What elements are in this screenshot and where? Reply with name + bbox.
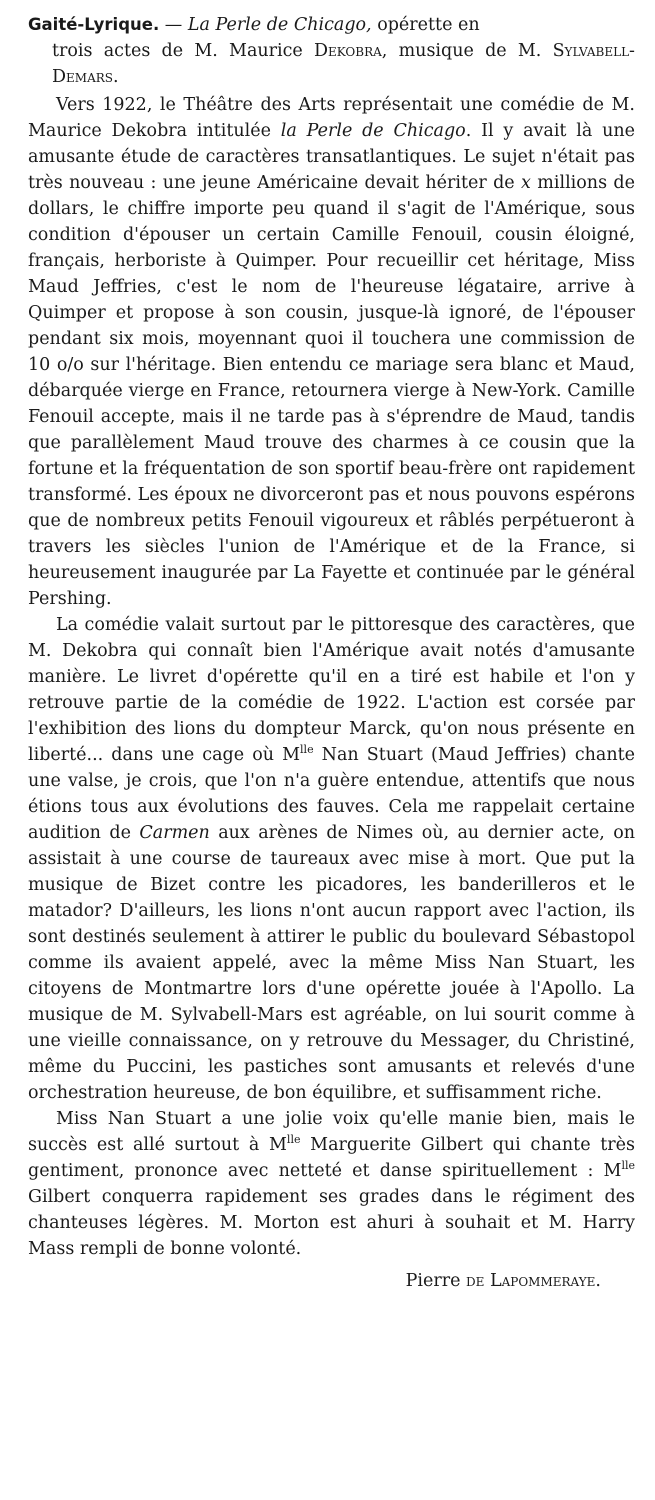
author-name: Dekobra — [314, 41, 382, 61]
signature-particle: de — [460, 1271, 490, 1291]
heading-line3-end: . — [113, 67, 119, 87]
p1-text-2: . Il y avait là une amusante étude de caractères transatlantiques. Le sujet n'était pas très nouveau : une jeune Américaine devait hériter de — [28, 121, 635, 193]
composer-name: Sylvabell-Demars — [52, 41, 635, 87]
signature — [28, 1268, 635, 1294]
heading-line3-prefix: M. — [517, 41, 542, 61]
p2-text-2: Nan Stuart (Maud Jeffries) chante une valse, je crois, que l'on n'a guère entendue, attentifs que nous étions tous aux évolutions des fauves. Cela me rappelait certaine audition de — [28, 745, 635, 843]
heading-line2: trois actes de M. Maurice — [52, 41, 303, 61]
review-heading — [28, 12, 635, 90]
paragraph-2 — [28, 612, 635, 1106]
signature-last: Lapommeraye — [489, 1271, 596, 1291]
heading-continuation — [28, 38, 635, 90]
signature-first: Pierre — [405, 1271, 461, 1291]
heading-line2-rest: , musique de — [381, 41, 507, 61]
p1-title: la Perle de Chicago — [280, 121, 466, 141]
paragraph-3 — [28, 1106, 635, 1262]
signature-end: . — [595, 1271, 601, 1291]
p3-text-3: Gilbert conquerra rapidement ses grades dans le régiment des chanteuses légères. M. Morton est ahuri à souhait et M. Harry Mass rempli de bonne volonté. — [28, 1187, 635, 1259]
p2-sup-1: lle — [300, 743, 314, 757]
p1-text-1: Vers 1922, le Théâtre des Arts représentait une comédie de M. Maurice Dekobra intitulée — [28, 95, 635, 141]
p3-sup-2: lle — [621, 1159, 635, 1173]
p1-text-3: millions de dollars, le chiffre importe peu quand il s'agit de l'Amérique, sous condition d'épouser un certain Camille Fenouil, cousin éloigné, français, herboriste à Quimper. Pour recueillir cet héritage, Miss Maud Jeffries, c'est le nom de l'heureuse légataire, arrive à Quimper et propose à son cousin, jusque-là ignoré, de l'épouser pendant six mois, moyennant quoi il touchera une commission de 10 o/o sur l'héritage. Bien entendu ce mariage sera blanc et Maud, débarquée vierge en France, retournera vierge à New-York. Camille Fenouil accepte, mais il ne tarde pas à s'éprendre de Maud, tandis que parallèlement Maud trouve des charmes à ce cousin que la fortune et la fréquentation de son sportif beau-frère ont rapidement transformé. Les époux ne divorceront pas et nous pouvons espérons que de nombreux petits Fenouil vigoureux et râblés perpétueront à travers les siècles l'union de l'Amérique et de la France, si heureusement inaugurée par La Fayette et continuée par le général Pershing. — [28, 173, 635, 609]
venue-name: Gaité-Lyrique. — [28, 15, 160, 34]
p3-sup-1: lle — [286, 1133, 301, 1147]
p2-title: Carmen — [139, 823, 210, 843]
p2-text-3: aux arènes de Nimes où, au dernier acte, on assistait à une course de taureaux avec mise à mort. Que put la musique de Bizet contre les picadores, les banderilleros et le matador? D'ailleurs, les lions n'ont aucun rapport avec l'action, ils sont destinés seulement à attirer le public du boulevard Sébastopol comme ils avaient appelé, avec la même Miss Nan Stuart, les citoyens de Montmartre lors d'une opérette jouée à l'Apollo. La musique de M. Sylvabell-Mars est agréable, on lui sourit comme à une vieille connaissance, on y retrouve du Messager, du Christiné, même du Puccini, les pastiches sont amusants et relevés d'une orchestration heureuse, de bon équilibre, et suffisamment riche. — [28, 823, 636, 1103]
paragraph-1 — [28, 92, 635, 612]
p1-variable: x — [521, 173, 531, 193]
heading-dash: — — [159, 15, 188, 35]
p2-text-1: La comédie valait surtout par le pittoresque des caractères, que M. Dekobra qui connaît bien l'Amérique avait notés d'amusante manière. Le livret d'opérette qu'il en a tiré est habile et l'on y retrouve partie de la comédie de 1922. L'action est corsée par l'exhibition des lions du dompteur Marck, qu'on nous présente en liberté... dans une cage où M — [28, 615, 635, 765]
heading-line1-rest: opérette en — [371, 15, 480, 35]
p3-text-2: Marguerite Gilbert qui chante très gentiment, prononce avec netteté et danse spirituellement : M — [28, 1135, 635, 1181]
work-title: La Perle de Chicago, — [187, 15, 372, 35]
p3-text-1: Miss Nan Stuart a une jolie voix qu'elle manie bien, mais le succès est allé surtout à M — [28, 1109, 635, 1155]
